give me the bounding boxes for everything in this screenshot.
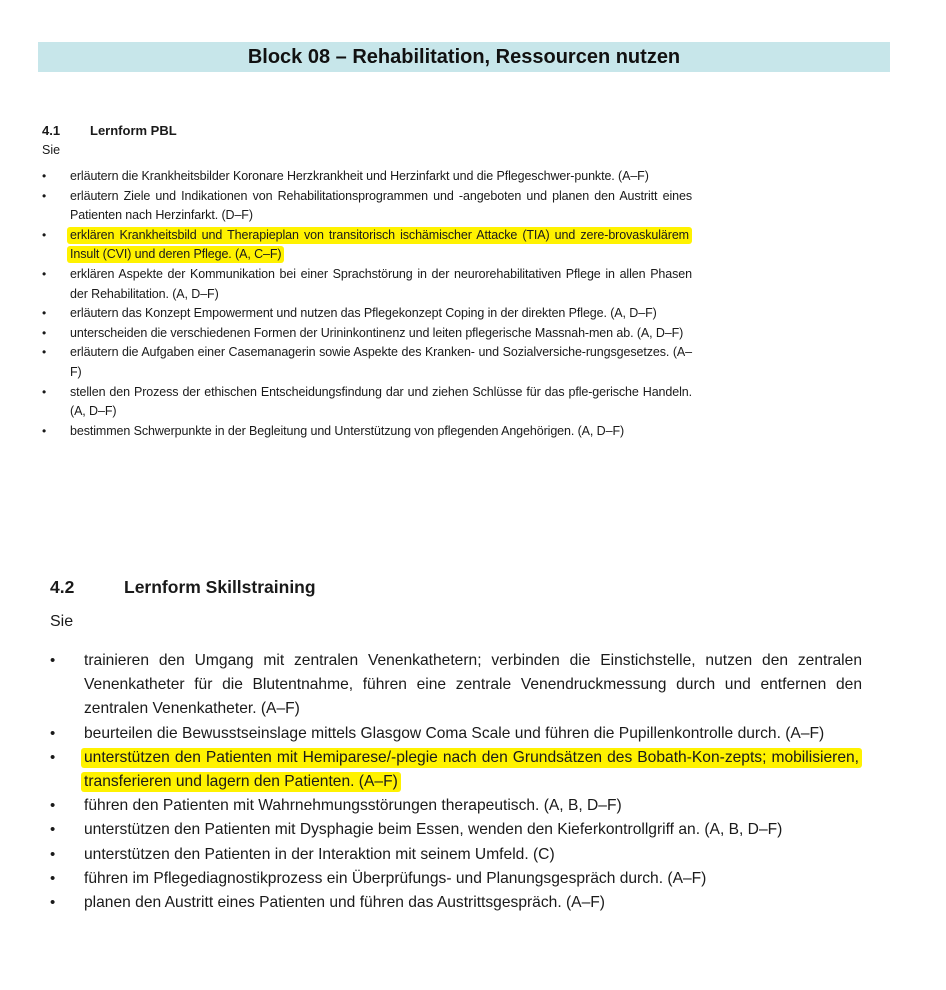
list-item-highlighted — [42, 226, 692, 265]
list-item — [50, 649, 862, 722]
section-lernform-skillstraining — [50, 575, 862, 915]
bullet-icon: • — [50, 748, 56, 766]
list-item-text: erläutern Ziele und Indikationen von Rehabilitationsprogrammen und -angeboten und planen den Austritt eines Patienten nach Herzinfarkt. (D–F) — [70, 188, 692, 223]
list-item-text: stellen den Prozess der ethischen Entscheidungsfindung dar und ziehen Schlüsse für das pfle-gerische Handeln. (A, D–F) — [70, 384, 692, 419]
bullet-icon: • — [42, 423, 47, 438]
bullet-icon: • — [50, 845, 56, 863]
list-item-text: erläutern das Konzept Empowerment und nutzen das Pflegekonzept Coping in der direkten Pflege. (A, D–F) — [70, 306, 657, 321]
list-item — [50, 722, 862, 746]
list-item-text: unterstützen den Patienten mit Dysphagie beim Essen, wenden den Kieferkontrollgriff an. (A, B, D–F) — [84, 821, 783, 839]
section-heading — [50, 575, 862, 599]
section-intro: Sie — [50, 613, 74, 630]
section-number: 4.2 — [50, 577, 75, 597]
section-heading — [42, 122, 692, 140]
list-item — [50, 794, 862, 818]
list-item-text: unterstützen den Patienten in der Interaktion mit seinem Umfeld. (C) — [84, 845, 555, 863]
bullet-icon: • — [50, 821, 56, 839]
objective-list — [50, 649, 862, 915]
list-item — [42, 187, 692, 226]
list-item — [42, 265, 692, 304]
list-item — [42, 383, 692, 422]
bullet-icon: • — [50, 869, 56, 887]
bullet-icon: • — [42, 188, 47, 203]
list-item-text: führen im Pflegediagnostikprozess ein Überprüfungs- und Planungsgespräch durch. (A–F) — [84, 869, 707, 887]
bullet-icon: • — [42, 227, 47, 242]
block-title: Block 08 – Rehabilitation, Ressourcen nutzen — [247, 46, 681, 68]
block-banner — [38, 42, 890, 72]
list-item-text: unterscheiden die verschiedenen Formen der Urininkontinenz und leiten pflegerische Massnah-men ab. (A, D–F) — [70, 325, 684, 340]
section-lernform-pbl — [42, 122, 692, 441]
list-item-text: planen den Austritt eines Patienten und führen das Austrittsgespräch. (A–F) — [84, 894, 605, 912]
bullet-icon: • — [42, 345, 47, 360]
list-item — [42, 167, 692, 187]
bullet-icon: • — [42, 266, 47, 281]
list-item-text: unterstützen den Patienten mit Hemiparese/-plegie nach den Grundsätzen des Bobath-Kon-zepts; mobilisieren, transferieren und lagern den Patienten. (A–F) — [81, 748, 862, 792]
list-item — [50, 891, 862, 915]
bullet-icon: • — [42, 306, 47, 321]
list-item-text: trainieren den Umgang mit zentralen Venenkathetern; verbinden die Einstichstelle, nutzen den zentralen Venenkatheter für die Blutentnahme, führen eine zentrale Venendruckmessung durch und entfernen den zentralen Venenkatheter. (A–F) — [84, 652, 862, 718]
list-item — [50, 818, 862, 842]
list-item-text: erläutern die Krankheitsbilder Koronare Herzkrankheit und Herzinfarkt und die Pflegeschwer-punkte. (A–F) — [70, 169, 649, 183]
section-number: 4.1 — [42, 123, 61, 138]
list-item-text: führen den Patienten mit Wahrnehmungsstörungen therapeutisch. (A, B, D–F) — [84, 797, 622, 815]
list-item-highlighted — [50, 746, 862, 794]
bullet-icon: • — [50, 894, 56, 912]
bullet-icon: • — [42, 325, 47, 340]
list-item-text: erklären Aspekte der Kommunikation bei einer Sprachstörung in der neurorehabilitativen Pflege in allen Phasen der Rehabilitation. (A, D–F) — [70, 266, 692, 301]
list-item — [42, 343, 692, 382]
list-item — [42, 304, 692, 324]
section-intro: Sie — [42, 143, 61, 157]
bullet-icon: • — [50, 652, 56, 669]
list-item — [42, 324, 692, 344]
list-item-text: erläutern die Aufgaben einer Casemanagerin sowie Aspekte des Kranken- und Sozialversiche-rungsgesetzes. (A–F) — [70, 345, 692, 379]
objective-list — [42, 167, 692, 441]
list-item — [50, 867, 862, 891]
section-title: Lernform PBL — [90, 123, 177, 138]
bullet-icon: • — [50, 724, 56, 742]
list-item-text: erklären Krankheitsbild und Therapieplan von transitorisch ischämischer Attacke (TIA) und zere-brovaskulärem Insult (CVI) und deren Pflege. (A, C–F) — [67, 227, 692, 264]
list-item — [50, 843, 862, 867]
list-item-text: bestimmen Schwerpunkte in der Begleitung und Unterstützung von pflegenden Angehörigen. (A, D–F) — [70, 423, 625, 438]
bullet-icon: • — [50, 797, 56, 815]
bullet-icon: • — [42, 169, 47, 183]
bullet-icon: • — [42, 384, 47, 399]
list-item-text: beurteilen die Bewusstseinslage mittels Glasgow Coma Scale und führen die Pupillenkontrolle durch. (A–F) — [84, 724, 825, 742]
list-item — [42, 422, 692, 442]
section-title: Lernform Skillstraining — [124, 577, 316, 597]
